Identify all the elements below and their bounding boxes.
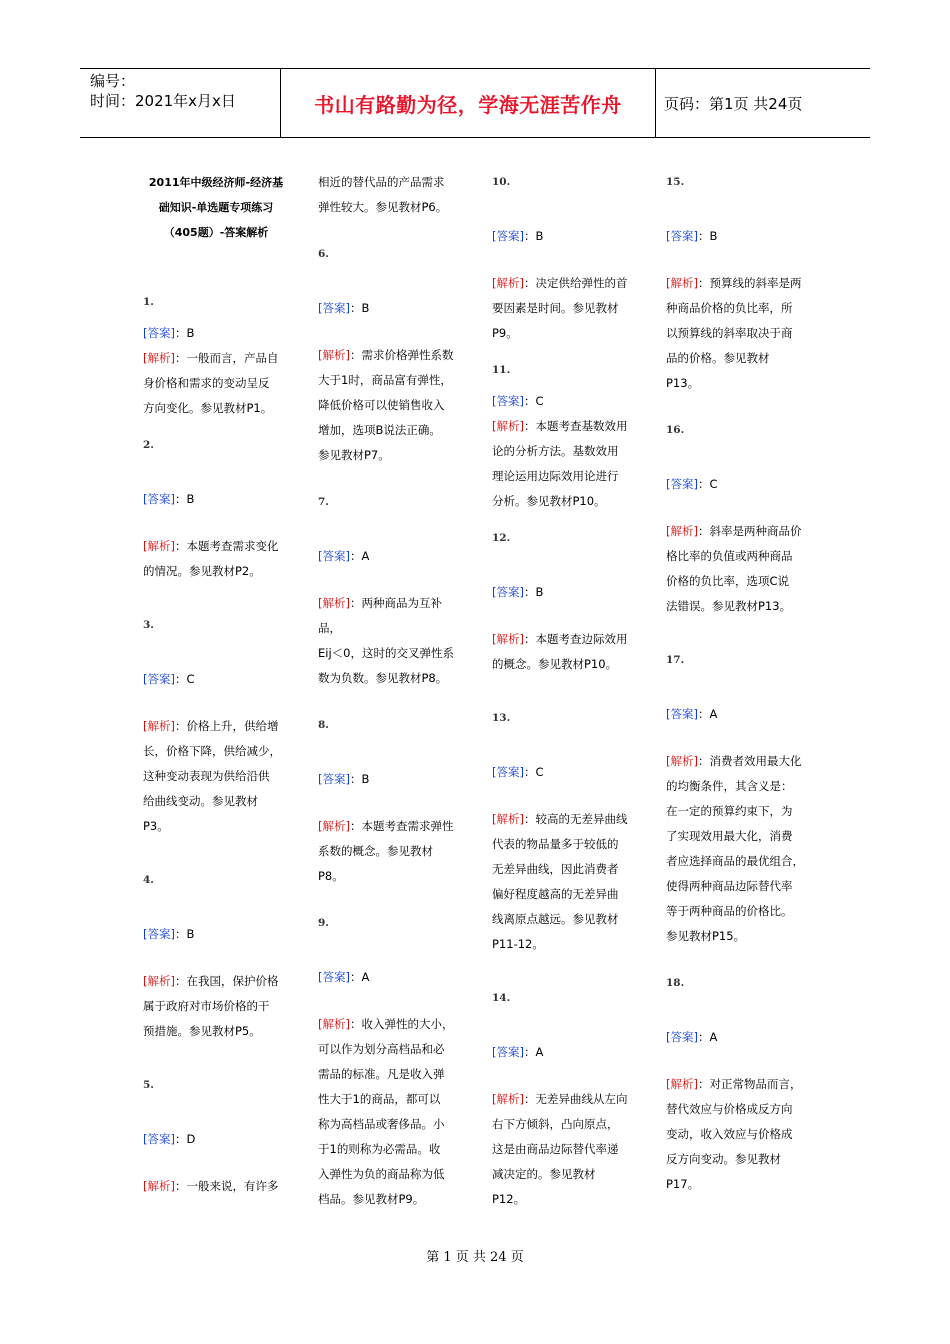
answer-line: [答案]：B	[143, 492, 195, 506]
answer-line: [答案]：D	[143, 1132, 196, 1146]
question-number: 16.	[666, 424, 685, 436]
analysis-line: 格比率的负值或两种商品	[666, 549, 793, 563]
question-14	[492, 986, 638, 1212]
analysis-line: [解析]：斜率是两种商品价	[666, 524, 802, 538]
analysis-line: P3。	[143, 819, 169, 833]
answer-line: [答案]：A	[492, 1045, 544, 1059]
analysis-line: 变动，收入效应与价格成	[666, 1127, 793, 1141]
analysis-line: P8。	[318, 869, 344, 883]
analysis-line: 增加，选项B说法正确。	[318, 423, 441, 437]
header-meta-cell	[80, 69, 281, 137]
answer-line: [答案]：B	[666, 229, 718, 243]
question-5-continued	[318, 170, 464, 220]
question-10	[492, 170, 638, 346]
question-number: 10.	[492, 176, 511, 188]
question-7	[318, 490, 464, 691]
analysis-line: [解析]：两种商品为互补品，	[318, 596, 442, 635]
answer-line: [答案]：A	[318, 970, 370, 984]
analysis-line: P17。	[666, 1177, 700, 1191]
analysis-line: 在一定的预算约束下，为	[666, 804, 793, 818]
analysis-line: 相近的替代品的产品需求	[318, 175, 445, 189]
analysis-line: 偏好程度越高的无差异曲	[492, 887, 619, 901]
analysis-line: 论的分析方法。基数效用	[492, 444, 619, 458]
question-12	[492, 526, 638, 677]
analysis-line: [解析]：预算线的斜率是两	[666, 276, 802, 290]
question-number: 3.	[143, 619, 154, 631]
question-number: 6.	[318, 248, 329, 260]
analysis-line: 属于政府对市场价格的干	[143, 999, 270, 1013]
question-number: 17.	[666, 654, 685, 666]
analysis-line: 预措施。参见教材P5。	[143, 1024, 261, 1038]
number-label: 编号：	[90, 72, 136, 90]
analysis-line: 反方向变动。参见教材	[666, 1152, 781, 1166]
question-number: 13.	[492, 712, 511, 724]
analysis-line: 以预算线的斜率取决于商	[666, 326, 793, 340]
analysis-line: [解析]：对正常物品而言，	[666, 1077, 802, 1091]
question-number: 8.	[318, 719, 329, 731]
header-page-cell	[656, 69, 870, 137]
analysis-line: [解析]：较高的无差异曲线	[492, 812, 628, 826]
analysis-line: [解析]：本题考查边际效用	[492, 632, 628, 646]
question-number: 7.	[318, 496, 329, 508]
analysis-line: 数为负数。参见教材P8。	[318, 671, 448, 685]
analysis-line: 称为高档品或奢侈品。小	[318, 1117, 445, 1131]
analysis-line: [解析]：一般来说，有许多	[143, 1179, 279, 1193]
analysis-line: 大于1时，商品富有弹性，	[318, 373, 452, 387]
analysis-line: 这种变动表现为供给沿供	[143, 769, 270, 783]
question-3	[143, 613, 289, 839]
answer-line: [答案]：C	[492, 765, 544, 779]
doc-title-line: 础知识-单选题专项练习	[158, 201, 274, 214]
question-16	[666, 418, 812, 619]
analysis-line: 等于两种商品的价格比。	[666, 904, 793, 918]
analysis-line: 性大于1的商品，都可以	[318, 1092, 441, 1106]
analysis-line: [解析]：消费者效用最大化	[666, 754, 802, 768]
question-number: 14.	[492, 992, 511, 1004]
analysis-line: [解析]：本题考查基数效用	[492, 419, 628, 433]
answer-line: [答案]：B	[318, 772, 370, 786]
analysis-line: 给曲线变动。参见教材	[143, 794, 258, 808]
question-5	[143, 1073, 289, 1199]
column-3	[492, 170, 638, 1212]
analysis-line: 法错误。参见教材P13。	[666, 599, 792, 613]
analysis-line: 替代效应与价格成反方向	[666, 1102, 793, 1116]
analysis-line: 这是由商品边际替代率递	[492, 1142, 619, 1156]
analysis-line: 种商品价格的负比率，所	[666, 301, 793, 315]
answer-line: [答案]：B	[318, 301, 370, 315]
answer-line: [答案]：A	[318, 549, 370, 563]
question-number: 18.	[666, 977, 685, 989]
column-2	[318, 170, 464, 1212]
question-17	[666, 648, 812, 949]
answer-line: [答案]：B	[143, 326, 195, 340]
question-number: 9.	[318, 917, 329, 929]
time-label: 时间：2021年x月x日	[90, 92, 236, 110]
analysis-line: 使得两种商品边际替代率	[666, 879, 793, 893]
question-11	[492, 358, 638, 514]
answer-line: [答案]：A	[666, 1030, 718, 1044]
analysis-line: 线离原点越远。参见教材	[492, 912, 619, 926]
answer-line: [答案]：A	[666, 707, 718, 721]
header-table	[80, 68, 870, 138]
analysis-line: 弹性较大。参见教材P6。	[318, 200, 448, 214]
analysis-line: 参见教材P15。	[666, 929, 746, 943]
question-4	[143, 868, 289, 1044]
motto: 书山有路勤为径，学海无涯苦作舟	[314, 93, 622, 117]
analysis-line: 档品。参见教材P9。	[318, 1192, 425, 1206]
question-9	[318, 911, 464, 1212]
question-18	[666, 971, 812, 1197]
question-number: 15.	[666, 176, 685, 188]
question-number: 1.	[143, 296, 154, 308]
question-number: 5.	[143, 1079, 154, 1091]
column-4	[666, 170, 812, 1197]
question-1	[143, 290, 289, 421]
page-footer: 第 1 页 共 24 页	[426, 1250, 524, 1265]
question-6	[318, 242, 464, 468]
analysis-line: P12。	[492, 1192, 526, 1206]
answer-line: [答案]：C	[492, 394, 544, 408]
analysis-line: 右下方倾斜，凸向原点，	[492, 1117, 619, 1131]
analysis-line: Eij＜0，这时的交叉弹性系	[318, 646, 454, 660]
analysis-line: 的情况。参见教材P2。	[143, 564, 261, 578]
analysis-line: 分析。参见教材P10。	[492, 494, 606, 508]
question-8	[318, 713, 464, 889]
analysis-line: 价格的负比率，选项C说	[666, 574, 790, 588]
header-motto-cell	[281, 69, 656, 137]
analysis-line: 可以作为划分高档品和必	[318, 1042, 445, 1056]
analysis-line: 减决定的。参见教材	[492, 1167, 596, 1181]
analysis-line: [解析]：决定供给弹性的首	[492, 276, 628, 290]
analysis-line: [解析]：一般而言，产品自	[143, 351, 279, 365]
analysis-line: P11-12。	[492, 937, 544, 951]
analysis-line: 了实现效用最大化，消费	[666, 829, 793, 843]
answer-line: [答案]：C	[143, 672, 195, 686]
doc-title-line: 2011年中级经济师-经济基	[148, 176, 284, 189]
question-number: 11.	[492, 364, 511, 376]
analysis-line: [解析]：收入弹性的大小，	[318, 1017, 454, 1031]
analysis-line: 代表的物品量多于较低的	[492, 837, 619, 851]
column-1	[143, 170, 289, 1199]
analysis-line: 要因素是时间。参见教材	[492, 301, 619, 315]
analysis-line: 长，价格下降，供给减少，	[143, 744, 281, 758]
analysis-line: 入弹性为负的商品称为低	[318, 1167, 445, 1181]
question-number: 2.	[143, 439, 154, 451]
analysis-line: 的均衡条件，其含义是：	[666, 779, 793, 793]
analysis-line: 品的价格。参见教材	[666, 351, 770, 365]
analysis-line: [解析]：本题考查需求弹性	[318, 819, 454, 833]
analysis-line: 参见教材P7。	[318, 448, 390, 462]
analysis-line: 无差异曲线，因此消费者	[492, 862, 619, 876]
question-number: 4.	[143, 874, 154, 886]
analysis-line: 身价格和需求的变动呈反	[143, 376, 270, 390]
analysis-line: [解析]：在我国，保护价格	[143, 974, 279, 988]
question-number: 12.	[492, 532, 511, 544]
analysis-line: 方向变化。参见教材P1。	[143, 401, 273, 415]
analysis-line: P13。	[666, 376, 700, 390]
answer-line: [答案]：B	[492, 229, 544, 243]
analysis-line: 者应选择商品的最优组合，	[666, 854, 804, 868]
page-info: 页码：第1页 共24页	[664, 95, 803, 113]
analysis-line: [解析]：本题考查需求变化	[143, 539, 279, 553]
analysis-line: [解析]：无差异曲线从左向	[492, 1092, 628, 1106]
analysis-line: P9。	[492, 326, 518, 340]
answer-line: [答案]：B	[143, 927, 195, 941]
doc-title-line: （405题）-答案解析	[163, 226, 269, 239]
analysis-line: 降低价格可以使销售收入	[318, 398, 445, 412]
analysis-line: 需品的标准。凡是收入弹	[318, 1067, 445, 1081]
analysis-line: 于1的则称为必需品。收	[318, 1142, 441, 1156]
analysis-line: 系数的概念。参见教材	[318, 844, 433, 858]
analysis-line: 的概念。参见教材P10。	[492, 657, 618, 671]
analysis-line: [解析]：价格上升，供给增	[143, 719, 279, 733]
question-13	[492, 706, 638, 957]
answer-line: [答案]：B	[492, 585, 544, 599]
answer-line: [答案]：C	[666, 477, 718, 491]
question-2	[143, 433, 289, 584]
analysis-line: [解析]：需求价格弹性系数	[318, 348, 454, 362]
question-15	[666, 170, 812, 396]
analysis-line: 理论运用边际效用论进行	[492, 469, 619, 483]
